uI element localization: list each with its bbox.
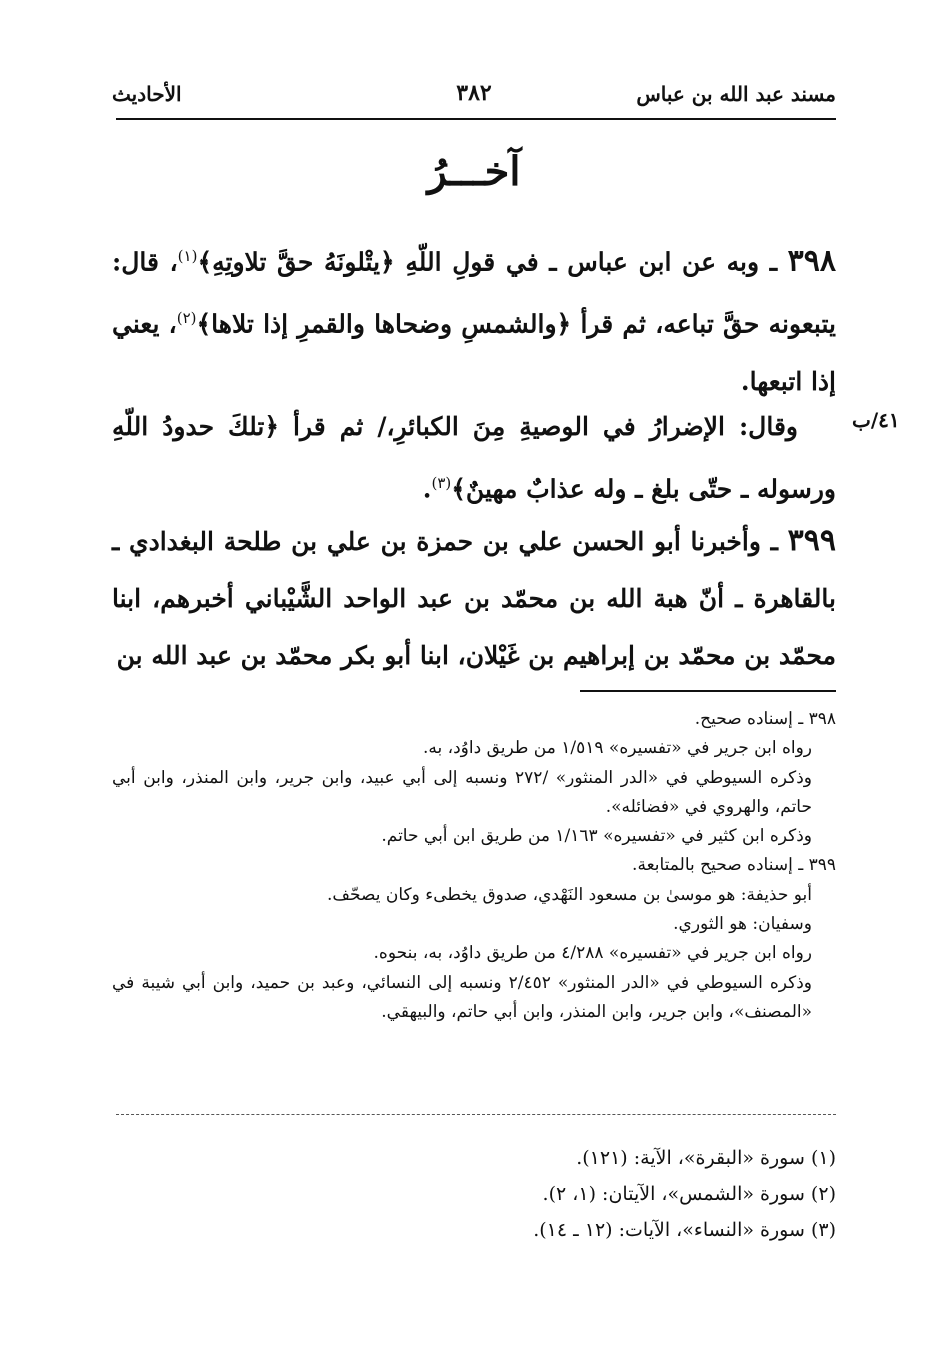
- hadith-text: ـ وبه عن ابن عباس ـ في قولِ اللّهِ ﴿يتْلونَهُ حقَّ تلاوتِهِ﴾: [197, 247, 788, 277]
- takhrij-notes: [112, 705, 836, 1027]
- hadith-number: ٣٩٨: [787, 243, 837, 279]
- reference-item: (٣) سورة «النساء»، الآيات: (١٢ ـ ١٤).: [533, 1219, 836, 1241]
- quran-references: [112, 1140, 836, 1248]
- reference-item: (١) سورة «البقرة»، الآية: (١٢١).: [576, 1147, 836, 1169]
- note-line: رواه ابن جرير في «تفسيره» ١/٥١٩ من طريق داوُد، به.: [422, 738, 812, 759]
- note-heading: ٣٩٨ ـ إسناده صحيح.: [694, 709, 836, 729]
- notes-separator: [580, 690, 836, 692]
- note-line: وذكره ابن كثير في «تفسيره» ١/١٦٣ من طريق ابن أبي حاتم.: [381, 826, 812, 847]
- hadith-number: ٣٩٩: [787, 523, 836, 558]
- note-line: وذكره السيوطي في «الدر المنثور» /٢٧٢ ونسبه إلى أبي عبيد، وابن جرير، وابن المنذر، وابن أبي حاتم، والهروي في «فضائله».: [112, 767, 812, 817]
- page-header: [112, 78, 836, 118]
- hadith-398: [112, 228, 836, 410]
- page-number: ٣٨٢: [456, 80, 492, 106]
- references-separator: [116, 1114, 836, 1115]
- header-rule: [116, 118, 836, 120]
- section-heading: آخـــرُ: [427, 148, 521, 195]
- hadith-text: ، قال: يتبعونه حقَّ تباعه، ثم قرأ ﴿والشمسِ وضحاها والقمرِ إذا تلاها﴾: [112, 247, 836, 339]
- hadith-text: ـ وأخبرنا أبو الحسن علي بن حمزة بن علي بن طلحة البغدادي ـ بالقاهرة ـ أنّ هبة الله بن محمّد بن عبد الواحد الشَّيْباني أخبرهم، ابنا محمّد بن محمّد بن إبراهيم بن غَيْلان، ابنا أبو بكر محمّد بن عبد الله بن: [112, 527, 836, 670]
- note-line: أبو حذيفة: هو موسىٰ بن مسعود النَهْدي، صدوق يخطىء وكان يصحّف.: [327, 884, 812, 905]
- margin-manuscript-folio: ٤١/ب: [852, 408, 900, 432]
- paragraph-qala: [112, 398, 836, 517]
- reference-item: (٢) سورة «الشمس»، الآيتان: (١، ٢).: [542, 1183, 836, 1205]
- paragraph-text: .: [422, 474, 432, 504]
- note-line: وسفيان: هو الثوري.: [673, 914, 812, 935]
- paragraph-text: وقال: الإضرارُ في الوصيةِ مِنَ الكبائرِ،/ ثم قرأ ﴿تلكَ حدودُ اللّهِ ورسوله ـ حتّى بلغ ـ وله عذابٌ مهينٌ﴾: [112, 412, 836, 504]
- hadith-text: ، يعني إذا اتبعها.: [112, 309, 836, 396]
- footnote-marker: (١): [177, 247, 198, 265]
- section-name: الأحاديث: [112, 82, 182, 106]
- hadith-399: [112, 512, 836, 684]
- footnote-marker: (٣): [431, 474, 452, 492]
- note-line: رواه ابن جرير في «تفسيره» ٤/٢٨٨ من طريق داوُد، به، بنحوه.: [373, 943, 812, 964]
- note-heading: ٣٩٩ ـ إسناده صحيح بالمتابعة.: [632, 855, 836, 876]
- book-title: مسند عبد الله بن عباس: [636, 82, 836, 106]
- note-line: وذكره السيوطي في «الدر المنثور» ٢/٤٥٢ ونسبه إلى النسائي، وعبد بن حميد، وابن أبي شيبة في «المصنف»، وابن جرير، وابن المنذر، وابن أبي حاتم، والبيهقي.: [112, 972, 812, 1022]
- footnote-marker: (٢): [176, 309, 197, 328]
